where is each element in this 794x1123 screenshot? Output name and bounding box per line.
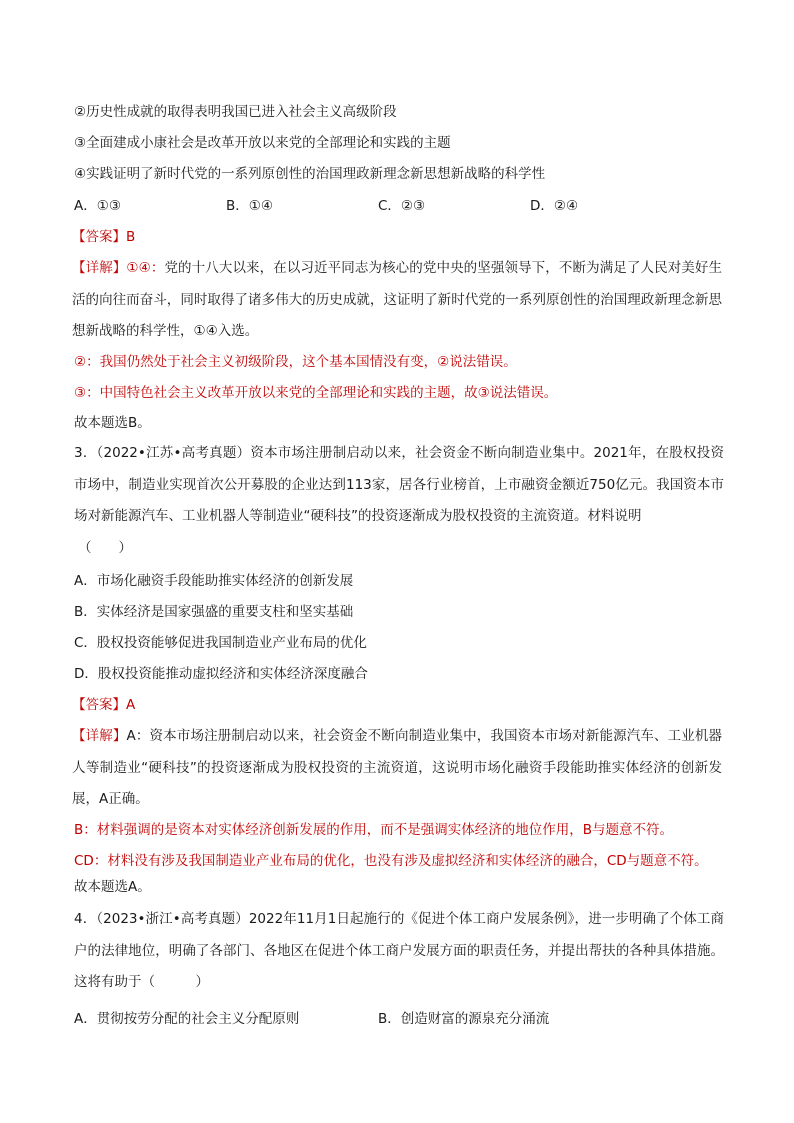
explanation-paragraph [72,253,722,348]
option-d: D．②④ [530,198,579,214]
q3-answer-line: 【答案】A [72,697,136,713]
option-b: B．①④ [226,198,273,214]
q3-explanation-cd: CD：材料没有涉及我国制造业产业布局的优化，也没有涉及虚拟经济和实体经济的融合，CD与题意不符。 [74,853,708,869]
q3-explanation-b: B：材料强调的是资本对实体经济创新发展的作用，而不是强调实体经济的地位作用，B与题意不符。 [74,822,674,838]
q3-conclusion: 故本题选A。 [74,879,151,895]
answer-label: 【答案】 [72,229,126,245]
explanation-lead: ①④： [126,260,165,276]
q3-option-a: A．市场化融资手段能助推实体经济的创新发展 [74,573,354,589]
q3-option-b: B．实体经济是国家强盛的重要支柱和坚实基础 [74,604,354,620]
q4-option-a: A．贯彻按劳分配的社会主义分配原则 [74,1011,300,1027]
option-c: C．②③ [378,198,426,214]
statement-4: ④实践证明了新时代党的一系列原创性的治国理政新理念新思想新战略的科学性 [74,166,546,182]
explanation-label: 【详解】 [72,260,127,276]
option-a: A．①③ [74,198,121,214]
explanation-2: ②：我国仍然处于社会主义初级阶段，这个基本国情没有变，②说法错误。 [74,354,517,370]
q3-explanation-paragraph: 【详解】A：资本市场注册制启动以来，社会资金不断向制造业集中，我国资本市场对新能源汽车、工业机器人等制造业“硬科技”的投资逐渐成为股权投资的主流资道，这说明市场化融资手段能助推实体经济的创新发展，A正确。 [72,728,723,807]
answer-value: B [126,229,136,245]
q3-option-c: C．股权投资能够促进我国制造业产业布局的优化 [74,635,367,651]
question-3-stem: 3．（2022•江苏•高考真题）资本市场注册制启动以来，社会资金不断向制造业集中。2021年，在股权投资市场中，制造业实现首次公开募股的企业达到113家，居各行业榜首，上市融资金额近750亿元。我国资本市场对新能源汽车、工业机器人等制造业“硬科技”的投资逐渐成为股权投资的主流资道。材料说明 （ ） [74,445,724,556]
q3-option-d: D．股权投资能推动虚拟经济和实体经济深度融合 [74,666,368,682]
q4-option-b: B．创造财富的源泉充分涌流 [378,1011,550,1027]
conclusion: 故本题选B。 [74,415,151,431]
statement-2: ②历史性成就的取得表明我国已进入社会主义高级阶段 [74,104,397,120]
explanation-3: ③：中国特色社会主义改革开放以来党的全部理论和实践的主题，故③说法错误。 [74,385,558,401]
statement-3: ③全面建成小康社会是改革开放以来党的全部理论和实践的主题 [74,135,451,151]
question-4-stem: 4．（2023•浙江•高考真题）2022年11月1日起施行的《促进个体工商户发展条例》，进一步明确了个体工商户的法律地位，明确了各部门、各地区在促进个体工商户发展方面的职责任务，并提出帮扶的各种具体措施。这将有助于（ ） [74,911,724,990]
answer-blank: （ ） [78,539,132,556]
answer-line [72,227,135,247]
explanation-text: 党的十八大以来，在以习近平同志为核心的党中央的坚强领导下，不断为满足了人民对美好生活的向往而奋斗，同时取得了诸多伟大的历史成就，这证明了新时代党的一系列原创性的治国理政新理念新思想新战略的科学性，①④入选。 [72,260,723,339]
